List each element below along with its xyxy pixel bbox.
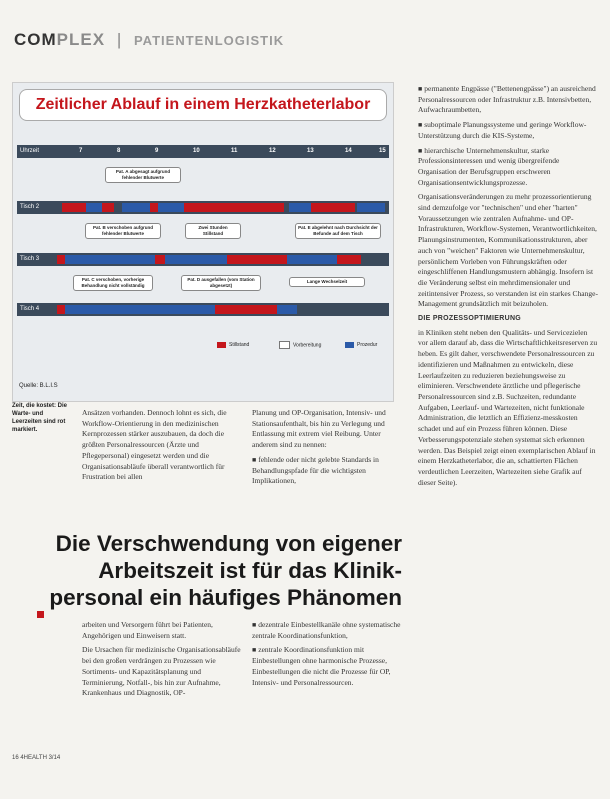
procedure-segment: [287, 255, 337, 264]
lane-label: Tisch 2: [20, 204, 40, 210]
legend-swatch: [217, 342, 226, 348]
note-patient-e: Pat. E abgelehnt nach Durchsicht der Befunde auf dem Tisch: [295, 223, 381, 239]
idle-segment: [155, 255, 165, 264]
note-stillstand: Zwei Stunden Stillstand: [185, 223, 241, 239]
paragraph: in Kliniken steht neben den Qualitäts- und Servicezielen vor allem darauf ab, dass die Wirtschaftlichkeitsreserven zu heben. Es gilt daher, verschwendete Personalressourcen zu identifizieren und Maßnahmen zu entwickeln, diese Leerlaufzeiten zu reduzieren beziehungsweise zu eliminieren. Verschwendete ärztliche und pflegerische Personalressourcen sind z.B. Suchzeiten, redundante Aufgaben, Leerlauf- und Wartezeiten, nicht funktionale Administration, die letztlich an Effizienz-messkosten schadet und auf ein Prozess führen können. Diese Verbesserungspotenziale stehen systemat sich erkennen werden. Das Beispiel zeigt einen exemplarischen Ablauf in einem Herzkatheterlabor, die an, schattierten Flächen verdeutlichen Leerzeiten, Wartezeiten siehe Grafik auf dieser Seite).: [418, 327, 598, 487]
legend-swatch: [279, 341, 290, 349]
hour-tick: 10: [193, 148, 200, 154]
note-patient-a: Pat. A abgesagt aufgrund fehlender Blutwerte: [105, 167, 181, 183]
idle-segment: [57, 305, 65, 314]
chart-caption: Zeit, die kostet: Die Warte- und Leerzeiten sind rot markiert.: [12, 403, 68, 433]
hour-tick: 11: [231, 148, 238, 154]
lane-tisch-2: [17, 201, 389, 214]
note-wechselzeit: Lange Wechselzeit: [289, 277, 365, 287]
procedure-segment: [277, 305, 297, 314]
brand-com: COM: [14, 30, 57, 49]
bullet-item: ■ fehlende oder nicht gelebte Standards in Behandlungspfade für die wichtigsten Implikationen,: [252, 455, 402, 487]
bullet-item: ■ suboptimale Planungssysteme und geringe Workflow-Unterstützung durch die KIS-Systeme,: [418, 120, 598, 141]
paragraph: Planung und OP-Organisation, Intensiv- und Stationsaufenthalt, bis hin zu Verlegung und Entlassung mit extrem viel Reibung. Unter anderem sind zu nennen:: [252, 408, 386, 450]
hour-tick: 9: [155, 148, 159, 154]
bullet-item: ■ permanente Engpässe ("Bettenengpässe") an ausreichend Personalressourcen oder Infrastruktur z.B. Intensivbetten, Aufwachraumbetten,: [418, 84, 598, 116]
hour-tick: 12: [269, 148, 276, 154]
column-3: [418, 84, 598, 492]
time-axis: [17, 145, 389, 158]
procedure-segment: [86, 203, 102, 212]
procedure-segment: [122, 203, 150, 212]
lane-tisch-4: [17, 303, 389, 316]
legend-stillstand: [217, 341, 249, 349]
hour-tick: 7: [79, 148, 83, 154]
bullet-item: ■ zentrale Koordinationsfunktion mit Einbestellungen ohne harmonische Prozesse, Einbestellungen die nicht die Prozesse für OP, Intensiv- und Personalressourcen.: [252, 645, 402, 688]
column-2-bottom: [252, 620, 402, 692]
idle-segment: [184, 203, 284, 212]
note-patient-c: Pat. C verschoben, vorherige Behandlung nicht vollständig: [73, 275, 153, 291]
note-patient-d: Pat. D ausgefallen (vom Station abgesetzt): [181, 275, 261, 291]
pull-quote-line: personal ein häufiges Phänomen: [49, 585, 402, 610]
idle-segment: [62, 203, 86, 212]
idle-segment: [57, 255, 65, 264]
column-1-bottom: [82, 620, 242, 703]
procedure-segment: [65, 255, 155, 264]
time-axis-label: Uhrzeit: [20, 148, 40, 154]
lane-label: Tisch 4: [20, 306, 40, 312]
bullet-item: ■ hierarchische Unternehmenskultur, starke Professionsinteressen und wenig übergreifende Organisation der Berufsgruppen erschweren Organisationsentwicklungsprozesse.: [418, 146, 598, 189]
chart-title: Zeitlicher Ablauf in einem Herzkatheterlabor: [19, 89, 387, 121]
legend-label: Stillstand: [229, 342, 250, 348]
hour-tick: 8: [117, 148, 121, 154]
idle-segment: [102, 203, 114, 212]
paragraph: Ansätzen vorhanden. Dennoch lohnt es sich, die Workflow-Orientierung in den medizinischen Kernprozessen stärker auszubauen, da doch die größten Personalressourcen (Ärzte und Pflegepersonal) eingesetzt werden und die Organisationsabläufe überall verantwortlich für Frustration bei allen: [82, 408, 227, 482]
hour-tick: 13: [307, 148, 314, 154]
idle-segment: [150, 203, 158, 212]
procedure-segment: [357, 203, 385, 212]
pull-quote: [34, 530, 402, 618]
column-1-top: [82, 408, 232, 487]
procedure-segment: [65, 305, 215, 314]
brand-plex: PLEX: [56, 30, 106, 49]
chart-source: Quelle: B.L.I.S: [19, 383, 58, 389]
hour-tick: 14: [345, 148, 352, 154]
section-heading: DIE PROZESSOPTIMIERUNG: [418, 315, 522, 323]
legend-label: Prozedur: [357, 342, 378, 348]
idle-segment: [311, 203, 355, 212]
timeline-chart: [12, 82, 394, 402]
pull-quote-line: Die Verschwendung von eigener: [55, 531, 402, 556]
idle-segment: [215, 305, 277, 314]
idle-segment: [227, 255, 287, 264]
lane-tisch-3: [17, 253, 389, 266]
section-header: [14, 30, 284, 50]
page-footer: 16 4HEALTH 3/14: [12, 755, 61, 761]
paragraph: Organisationsveränderungen zu mehr prozessorientierung sind demzufolge vor "technischen" und eher "harten" Voraussetzungen wie zentralen Aufnahme- und OP-Infrastrukturen, Workflow-Systemen, Verantwortlichkeiten, Planungsinstrumenten, Kommunikationsstrukturen, aber auch von "weichen" Faktoren wie Unternehmenskultur, persönlichem Vorleben von Führungskräften oder eingeschliffenen Handlungsmustern abhängig. Insofern ist die Veränderung selbst ein mehrdimensionaler und zeitintensiver Prozess, so verstanden ist ein starkes Change-Management grundsätzlich mit beizuholen.: [418, 192, 598, 309]
section-name: PATIENTENLOGISTIK: [133, 33, 285, 48]
note-patient-b: Pat. B verschoben aufgrund fehlender Blutwerte: [85, 223, 161, 239]
legend-vorbereitung: [279, 341, 321, 349]
column-2-top: [252, 408, 402, 491]
procedure-segment: [158, 203, 184, 212]
pull-quote-line: Arbeitszeit ist für das Klinik-: [98, 558, 402, 583]
paragraph: Die Ursachen für medizinische Organisationsabläufe bei den großen verdrängen zu Prozessen wie Sortiments- und Kapazitätsplanung und Terminierung, Notfall-, bis hin zur Aufnahme, Krankenhaus und Diagnostik, OP-: [82, 645, 241, 698]
end-square-icon: [37, 611, 44, 618]
procedure-segment: [289, 203, 311, 212]
header-separator: |: [116, 30, 123, 49]
lane-label: Tisch 3: [20, 256, 40, 262]
legend-swatch: [345, 342, 354, 348]
paragraph: arbeiten und Versorgern führt bei Patienten, Angehörigen und Einweisern statt.: [82, 620, 213, 640]
legend-label: Vorbereitung: [293, 342, 322, 349]
bullet-item: ■ dezentrale Einbestellkanäle ohne systematische zentrale Koordinationsfunktion,: [252, 620, 402, 641]
idle-segment: [337, 255, 361, 264]
procedure-segment: [165, 255, 227, 264]
hour-tick: 15: [379, 148, 386, 154]
legend-prozedur: [345, 341, 377, 349]
